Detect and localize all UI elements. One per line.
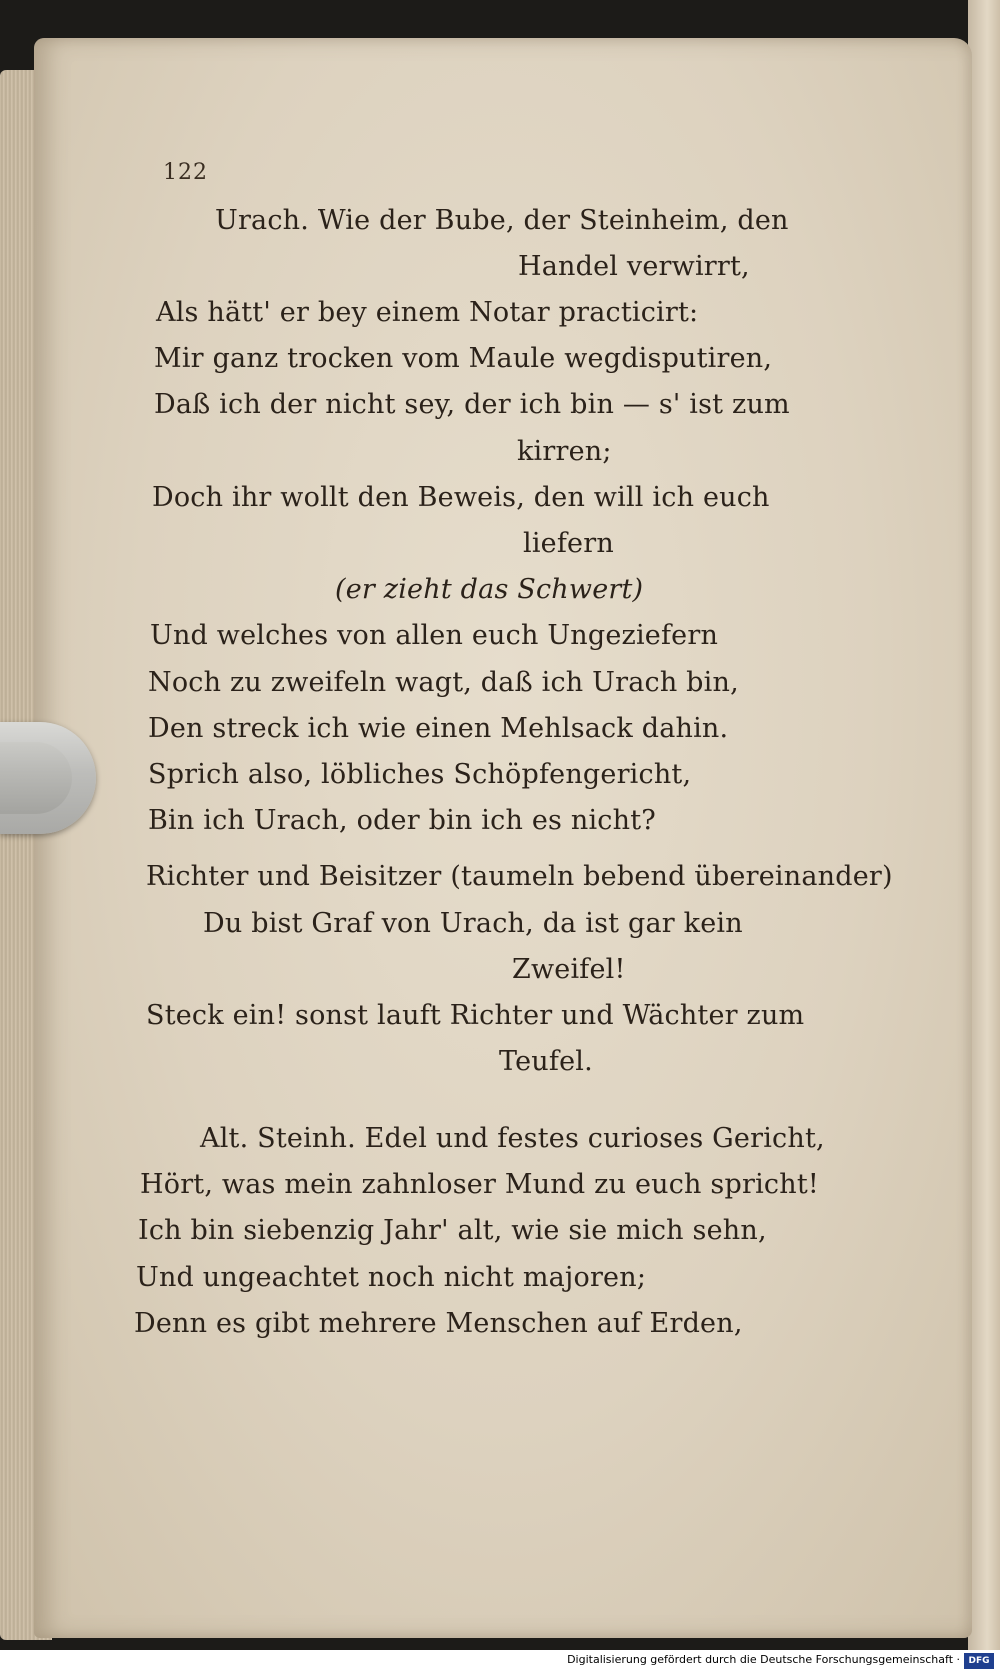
- text-line: Teufel.: [499, 1046, 593, 1077]
- text-line: Hört, was mein zahnloser Mund zu euch spricht!: [140, 1169, 819, 1200]
- text-line: Noch zu zweifeln wagt, daß ich Urach bin,: [148, 667, 739, 698]
- text-line: kirren;: [517, 436, 612, 467]
- text-line: Als hätt' er bey einem Notar practicirt:: [156, 297, 699, 328]
- speaker-line: Alt. Steinh. Edel und festes curioses Gericht,: [200, 1123, 825, 1154]
- speaker-line: Richter und Beisitzer (taumeln bebend übereinander): [146, 861, 893, 892]
- footer-credit: Digitalisierung gefördert durch die Deutsche Forschungsgemeinschaft ·: [567, 1653, 960, 1666]
- text-line: Zweifel!: [512, 954, 626, 985]
- text-line: Ich bin siebenzig Jahr' alt, wie sie mich sehn,: [138, 1215, 767, 1246]
- text-line: Und ungeachtet noch nicht majoren;: [136, 1262, 647, 1293]
- text-line: Steck ein! sonst lauft Richter und Wächter zum: [146, 1000, 805, 1031]
- text-line: Doch ihr wollt den Beweis, den will ich euch: [152, 482, 770, 513]
- page-number: 122: [163, 160, 208, 185]
- text-line: Handel verwirrt,: [518, 251, 750, 282]
- text-line: Den streck ich wie einen Mehlsack dahin.: [148, 713, 729, 744]
- text-line: Mir ganz trocken vom Maule wegdisputiren,: [154, 343, 773, 374]
- text-line: Bin ich Urach, oder bin ich es nicht?: [148, 805, 656, 836]
- text-line: Du bist Graf von Urach, da ist gar kein: [203, 908, 743, 939]
- text-line: Denn es gibt mehrere Menschen auf Erden,: [134, 1308, 743, 1339]
- text-line: liefern: [523, 528, 614, 559]
- text-line: Urach. Wie der Bube, der Steinheim, den: [215, 205, 789, 236]
- dfg-logo: DFG: [964, 1653, 994, 1669]
- text-line: Und welches von allen euch Ungeziefern: [150, 620, 719, 651]
- stage-direction: (er zieht das Schwert): [335, 574, 644, 605]
- text-line: Daß ich der nicht sey, der ich bin — s' ist zum: [154, 389, 790, 420]
- text-line: Sprich also, löbliches Schöpfengericht,: [148, 759, 692, 790]
